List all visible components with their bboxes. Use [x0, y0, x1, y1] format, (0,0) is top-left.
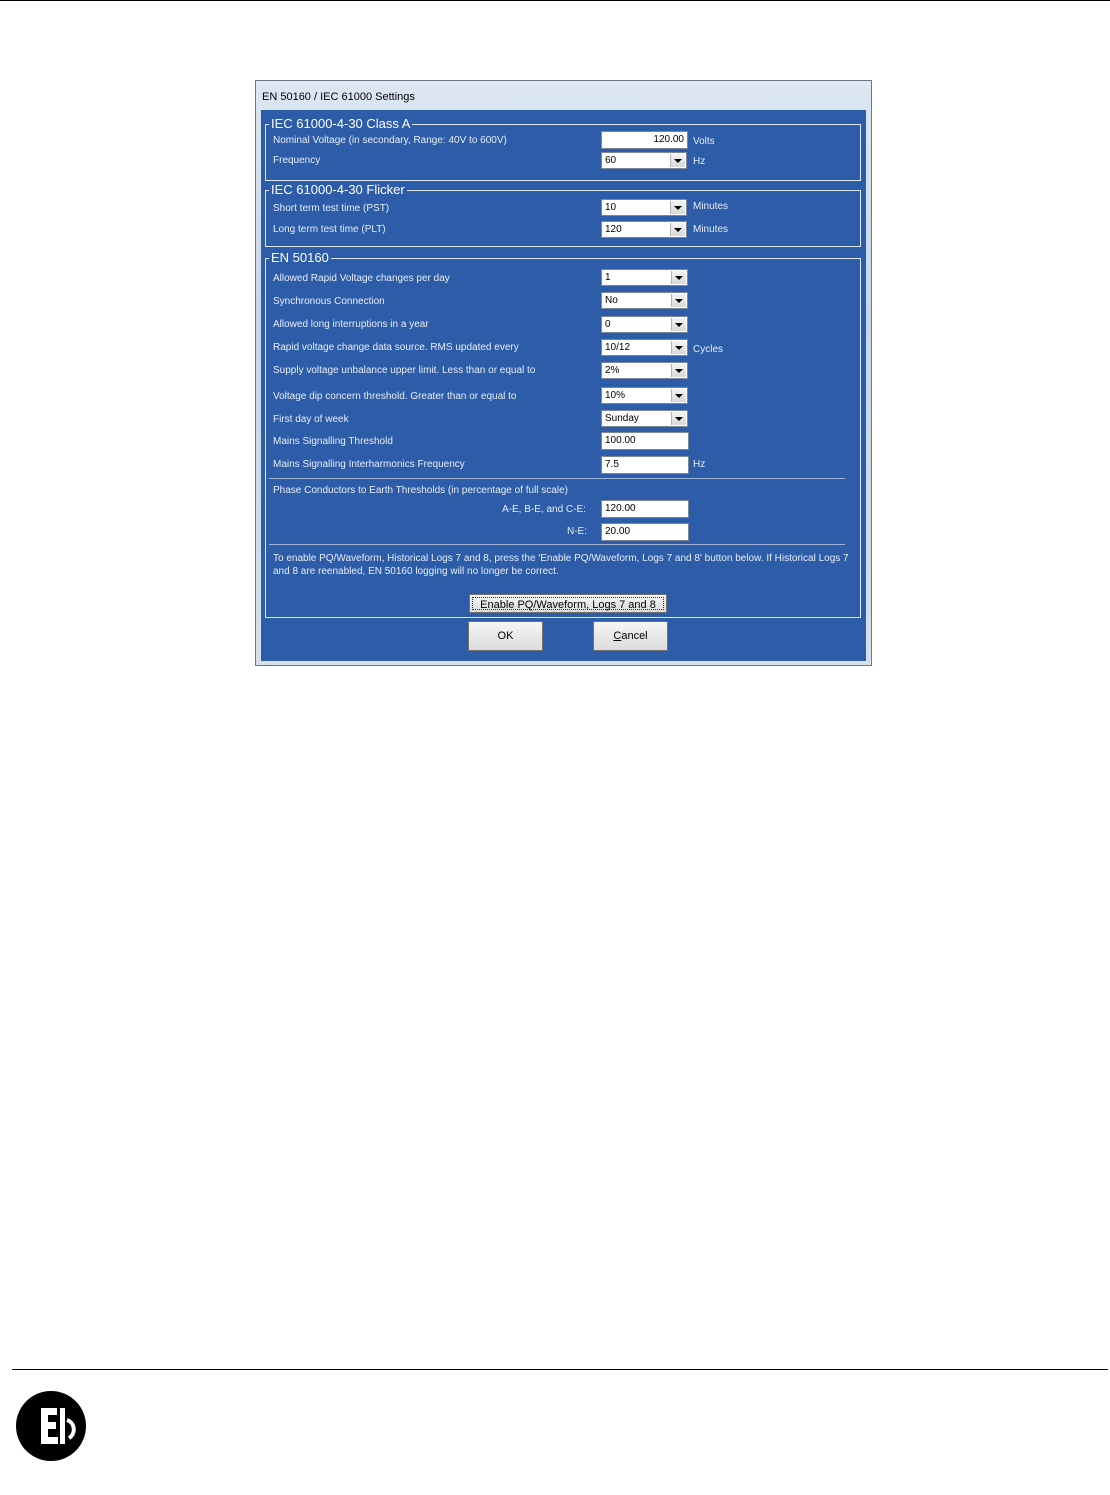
first-day-select[interactable]: [601, 410, 688, 427]
mains-threshold-label: Mains Signalling Threshold: [273, 436, 393, 447]
first-day-label: First day of week: [273, 414, 349, 425]
n-e-label: N-E:: [567, 526, 587, 537]
pst-value: 10: [605, 202, 617, 213]
nominal-voltage-field[interactable]: [601, 131, 688, 149]
chevron-down-icon[interactable]: [671, 341, 686, 354]
mains-threshold-value: 100.00: [605, 435, 636, 446]
rapid-source-label: Rapid voltage change data source. RMS updated every: [273, 342, 519, 353]
n-e-field[interactable]: [601, 523, 689, 541]
nominal-voltage-value: 120.00: [653, 134, 684, 145]
dip-threshold-value: 10%: [605, 390, 626, 401]
chevron-down-icon[interactable]: [671, 364, 686, 377]
sync-connection-select[interactable]: [601, 292, 688, 309]
nominal-voltage-unit: Volts: [693, 136, 715, 147]
plt-label: Long term test time (PLT): [273, 224, 386, 235]
frequency-select[interactable]: [601, 152, 687, 169]
plt-select[interactable]: [601, 221, 687, 238]
dip-threshold-label: Voltage dip concern threshold. Greater than or equal to: [273, 391, 517, 402]
settings-dialog: [255, 80, 872, 666]
n-e-value: 20.00: [605, 526, 631, 537]
chevron-down-icon[interactable]: [670, 154, 685, 167]
sync-connection-label: Synchronous Connection: [273, 296, 385, 307]
mains-freq-label: Mains Signalling Interharmonics Frequency: [273, 459, 465, 470]
group-en50160-legend: EN 50160: [271, 250, 329, 265]
frequency-label: Frequency: [273, 155, 321, 166]
enable-pq-waveform-button[interactable]: [469, 594, 667, 613]
separator: [269, 544, 845, 545]
group-flicker-legend: IEC 61000-4-30 Flicker: [271, 182, 405, 197]
long-interruptions-select[interactable]: [601, 316, 688, 333]
rapid-source-select[interactable]: [601, 339, 688, 356]
eig-logo: [15, 1390, 87, 1462]
footer-rule: [12, 1369, 1108, 1370]
enable-note: To enable PQ/Waveform, Historical Logs 7 and 8, press the 'Enable PQ/Waveform, Logs 7 and 8' button below. If Historical Logs 7 and 8 are reenabled, EN 50160 logging will no longer be correct.: [273, 553, 849, 577]
abc-e-label: A-E, B-E, and C-E:: [502, 504, 586, 515]
rapid-changes-value: 1: [605, 272, 611, 283]
abc-e-field[interactable]: [601, 500, 689, 518]
unbalance-value: 2%: [605, 365, 620, 376]
ok-label: OK: [497, 630, 514, 642]
mains-freq-field[interactable]: [601, 456, 689, 474]
frequency-unit: Hz: [693, 156, 706, 167]
pst-select[interactable]: [601, 199, 687, 216]
chevron-down-icon[interactable]: [671, 294, 686, 307]
chevron-down-icon[interactable]: [670, 223, 685, 236]
cancel-label: [613, 630, 647, 642]
first-day-value: Sunday: [605, 413, 639, 424]
pst-label: Short term test time (PST): [273, 203, 390, 214]
group-class-a-legend: IEC 61000-4-30 Class A: [271, 116, 411, 131]
enable-pq-waveform-label: Enable PQ/Waveform, Logs 7 and 8: [472, 597, 664, 610]
rapid-source-unit: Cycles: [693, 344, 724, 355]
phase-heading: Phase Conductors to Earth Thresholds (in percentage of full scale): [273, 485, 568, 496]
pst-unit: Minutes: [693, 201, 729, 212]
chevron-down-icon[interactable]: [671, 412, 686, 425]
cancel-accel-key: C: [613, 630, 622, 642]
top-rule: [0, 0, 1110, 1]
unbalance-select[interactable]: [601, 362, 688, 379]
rapid-source-value: 10/12: [605, 342, 631, 353]
plt-unit: Minutes: [693, 224, 729, 235]
cancel-button[interactable]: [593, 621, 668, 651]
group-class-a: [265, 116, 861, 181]
chevron-down-icon[interactable]: [671, 318, 686, 331]
cancel-label-rest: ancel: [621, 630, 648, 642]
ok-button[interactable]: [468, 621, 543, 651]
mains-freq-value: 7.5: [605, 459, 619, 470]
dialog-client-area: [261, 110, 866, 661]
nominal-voltage-label: Nominal Voltage (in secondary, Range: 40V to 600V): [273, 135, 507, 146]
title-bar[interactable]: [256, 81, 871, 109]
group-flicker: [265, 182, 861, 247]
long-interruptions-value: 0: [605, 319, 611, 330]
long-interruptions-label: Allowed long interruptions in a year: [273, 319, 429, 330]
chevron-down-icon[interactable]: [671, 271, 686, 284]
chevron-down-icon[interactable]: [671, 389, 686, 402]
plt-value: 120: [605, 224, 622, 235]
dip-threshold-select[interactable]: [601, 387, 688, 404]
rapid-changes-label: Allowed Rapid Voltage changes per day: [273, 273, 450, 284]
rapid-changes-select[interactable]: [601, 269, 688, 286]
separator: [269, 478, 845, 479]
mains-threshold-field[interactable]: [601, 432, 689, 450]
sync-connection-value: No: [605, 295, 618, 306]
mains-freq-unit: Hz: [693, 459, 706, 470]
frequency-value: 60: [605, 155, 617, 166]
unbalance-label: Supply voltage unbalance upper limit. Less than or equal to: [273, 365, 536, 376]
abc-e-value: 120.00: [605, 503, 636, 514]
chevron-down-icon[interactable]: [670, 201, 685, 214]
window-title: EN 50160 / IEC 61000 Settings: [262, 91, 415, 103]
